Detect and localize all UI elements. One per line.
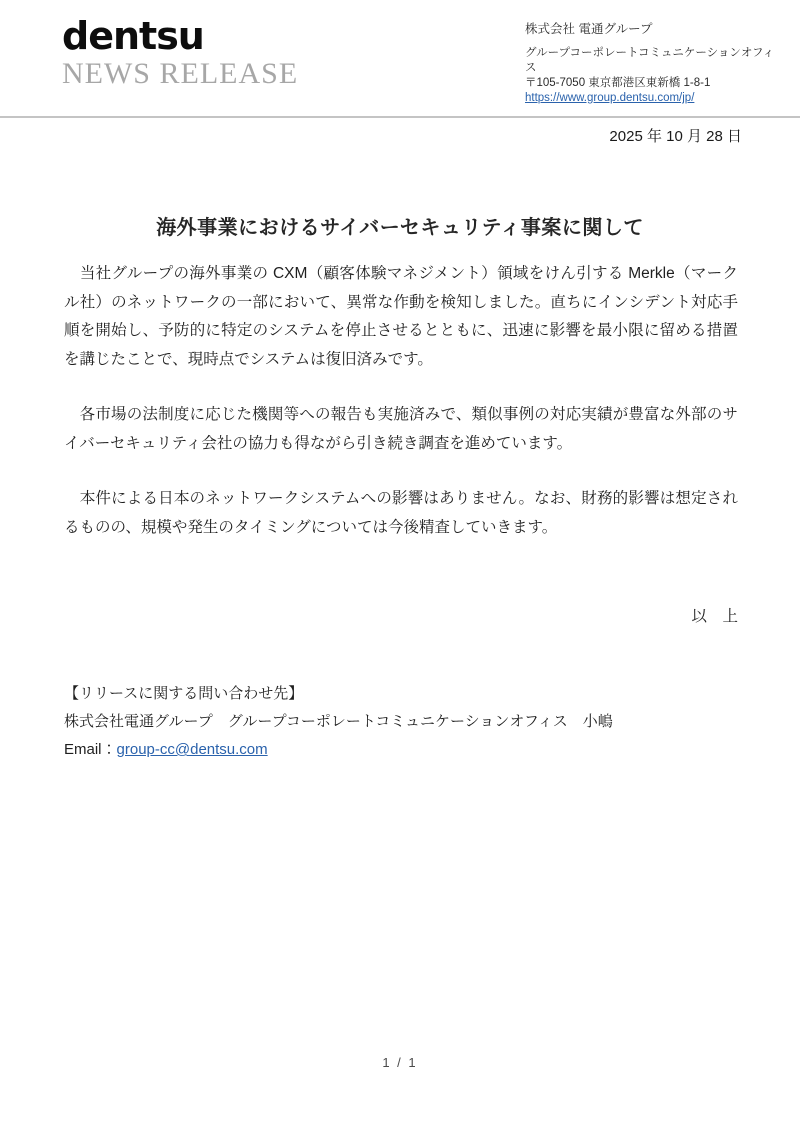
page-title: 海外事業におけるサイバーセキュリティ事案に関して	[156, 217, 644, 239]
company-url-link[interactable]: https://www.group.dentsu.com/jp/	[525, 92, 695, 104]
contact-email-link[interactable]: group-cc@dentsu.com	[116, 741, 268, 758]
page-header	[0, 0, 800, 118]
release-date: 2025 年 10 月 28 日	[609, 128, 742, 145]
body-text	[64, 260, 738, 542]
office-name: グループコーポレートコミュニケーションオフィス	[525, 47, 775, 74]
contact-heading: 【リリースに関する問い合わせ先】	[64, 685, 304, 702]
company-url-row	[525, 91, 785, 106]
contact-block	[64, 680, 738, 764]
company-name: 株式会社 電通グループ	[525, 22, 653, 36]
body-paragraph: 各市場の法制度に応じた機関等への報告も実施済みで、類似事例の対応実績が豊富な外部のサイバーセキュリティ会社の協力も得ながら引き続き調査を進めています。	[64, 406, 738, 452]
closing-mark: 以 上	[691, 608, 738, 625]
company-info-block	[525, 22, 785, 106]
news-release-label: NEWS RELEASE	[62, 57, 299, 90]
logo-wordmark: dentsu	[62, 14, 204, 58]
dentsu-logo	[62, 16, 298, 92]
body-paragraph: 本件による日本のネットワークシステムへの影響はありません。なお、財務的影響は想定されるものの、規模や発生のタイミングについては今後精査していきます。	[64, 490, 738, 536]
company-address: 〒105-7050 東京都港区東新橋 1-8-1	[525, 77, 711, 89]
contact-line: 株式会社電通グループ グループコーポレートコミュニケーションオフィス 小嶋	[64, 713, 613, 730]
page-number: 1 / 1	[382, 1055, 418, 1070]
email-label: Email：	[64, 741, 117, 758]
contact-email-row	[64, 736, 738, 764]
body-paragraph: 当社グループの海外事業の CXM（顧客体験マネジメント）領域をけん引する Merkle（マークル社）のネットワークの一部において、異常な作動を検知しました。直ちにインシデント対応手順を開始し、予防的に特定のシステムを停止させるとともに、迅速に影響を最小限に留める措置を講じたことで、現時点でシステムは復旧済みです。	[64, 265, 738, 368]
